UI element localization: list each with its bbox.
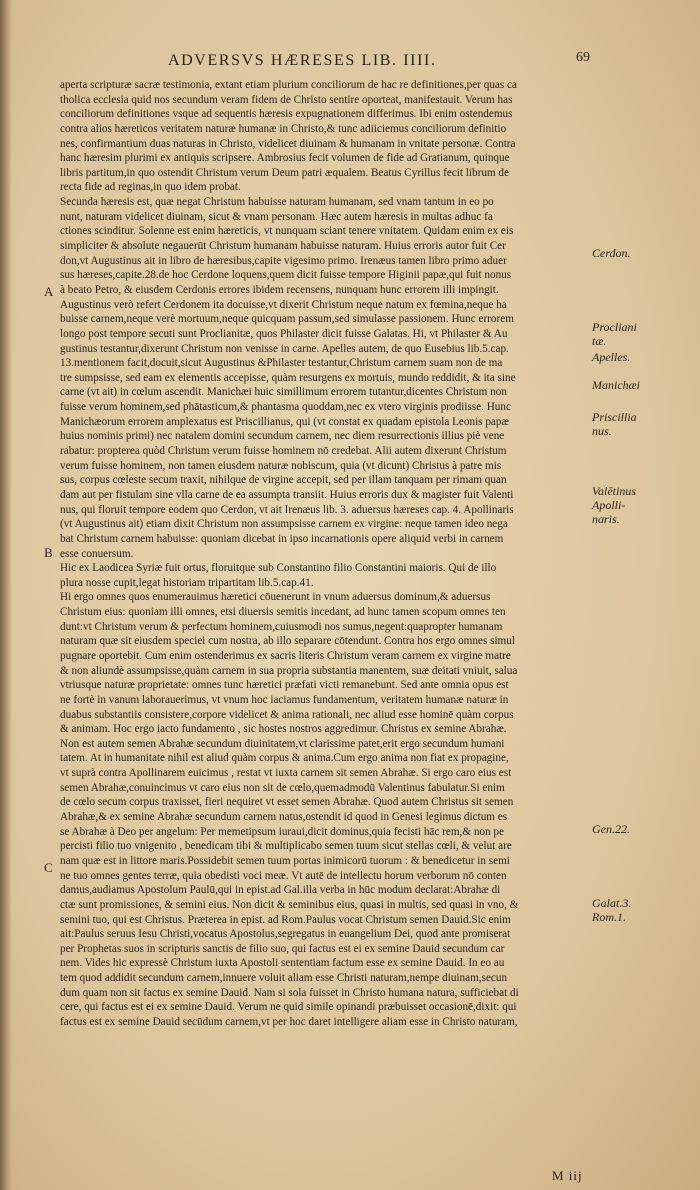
text-line: aperta scripturæ sacræ testimonia, extant etiam plurium conciliorum de hac re definitiones,per quas ca xyxy=(60,79,517,91)
text-line: & non aliundè assumpsisse,quàm carnem in sua propria substantia manentem, suæ deitati vniuit, salua xyxy=(60,664,518,677)
margin-note-priscillianus-cont: nus. xyxy=(592,424,612,438)
margin-note-gen-22: Gen.22. xyxy=(592,822,630,836)
text-line: conciliorum definitiones vsque ad sequentis hæresis expugnationem differimus. Ibi enim ostendemus xyxy=(60,108,513,121)
text-line: dunt:vt Christum verum & perfectum hominem,cuiusmodi nos sumus,negent:quapropter humanam xyxy=(60,620,503,633)
text-line: Hi ergo omnes quos enumerauimus hæretici cōuenerunt in vnum aduersus dominum,& aduersus xyxy=(60,591,491,604)
margin-note-priscillianus: Priscillia xyxy=(592,410,637,424)
text-line: Hic ex Laodicea Syriæ fuit ortus, floruitque sub Constantino filio Constantini maioris. Qui de illo xyxy=(60,562,497,575)
text-line: hanc hæresim plurimi ex antiquis scripsere. Ambrosius fecit volumen de fide ad Gratianum, quinque xyxy=(60,152,510,165)
margin-note-apollinaris: Apolli- xyxy=(592,498,626,512)
text-line: (vt Augustinus ait) etiam dixit Christum non assumpsisse carnem ex virgine: neque tamen ideo nega xyxy=(60,518,508,531)
text-line: ne fortè in vanum laborauerimus, vt vnum hoc iaciamus fundamentum, veritatem humanæ naturæ in xyxy=(60,693,509,706)
margin-note-apelles: Apelles. xyxy=(592,350,631,364)
margin-note-rom-1: Rom.1. xyxy=(592,910,626,924)
text-line: à beato Petro, & eiusdem Cerdonis errores ibidem recensens, nunquam hunc errorem illi impingit. xyxy=(60,283,499,296)
text-line: recta fide ad reginas,in quo idem probat. xyxy=(60,181,241,194)
section-letter-a: A xyxy=(44,284,54,299)
text-line: Non est autem semen Abrahæ secundum diuinitatem,vt clarissime patet,erit ergo secundum humani xyxy=(60,737,505,750)
text-line: damus,audiamus Apostolum Paulū,qui in epist.ad Gal.illa verba in hūc modum declarat:Abrahæ di xyxy=(60,884,501,897)
margin-note-galat-3: Galat.3. xyxy=(592,896,632,910)
text-line: nus, qui floruit tempore eodem quo Cerdon, vt ait Irenæus lib. 3. aduersus hæreses cap. 4. Apollinaris xyxy=(60,503,514,516)
text-line: nes, confirmantium duas naturas in Christo, videlicet diuinam & humanam in vnitate personæ. Contra xyxy=(60,137,516,150)
text-line: Augustinus verò refert Cerdonem ita docuisse,vt dixerit Christum neque natum ex fœmina,neque ha xyxy=(60,298,507,311)
text-line: contra alios hæreticos veritatem naturæ humanæ in Christo,& tunc adiiciemus conciliorum definitio xyxy=(60,122,507,135)
margin-note-apollinaris-cont: naris. xyxy=(592,512,620,526)
margin-note-valentinus: Valētinus xyxy=(592,484,636,498)
text-line: se Abrahæ à Deo per angelum: Per memetipsum iuraui,dicit dominus,quia fecisti hāc rem,& non pe xyxy=(60,825,504,838)
text-line: nam quæ est in littore maris.Possidebit semen tuum portas inimicorū tuorum : & benedicetur in semi xyxy=(60,854,510,867)
text-line: verum fuisse hominem, non tamen eiusdem naturæ nobiscum, quia (vt dicunt) Christus à patre mis xyxy=(60,459,502,472)
signature-mark: M iij xyxy=(552,1168,583,1183)
text-line: Manichæorum errorem amplexatus est Priscillianus, qui (vt constat ex quadam epistola Leonis papæ xyxy=(60,415,509,428)
text-line: nunt, naturam videlicet diuinam, sicut & vnam personam. Hæc autem hæresis in multas adhuc fa xyxy=(60,210,493,223)
text-line: 13.mentionem facit,docuit,sicut Augustinus &Philaster testantur,Christum carnem suam non de ma xyxy=(60,357,503,370)
margin-note-cerdon: Cerdon. xyxy=(592,246,631,260)
text-line: rabatur: propterea quòd Christum verum fuisse hominem nō credebat. Alii autem dixerunt Christum xyxy=(60,445,507,458)
text-line: semen Abrahæ,conuincimus vt caro eius non sit de cœlo,quemadmodū Valentinus fabulatur.Si enim xyxy=(60,781,505,794)
text-line: carne (vt ait) in cœlum ascendit. Manichæi huic simillimum errorem tutantur,dicentes Christum non xyxy=(60,386,507,399)
text-line: de cœlo secum corpus traxisset, fieri nequiret vt esset semen Abrahæ. Quod autem Christus sit semen xyxy=(60,796,514,809)
text-line: tem quod addidit secundum carnem,innuere voluit aliam esse Christi naturam,nempe diuinam,secun xyxy=(60,972,508,985)
text-line: bat Christum carnem habuisse: quoniam dicebat in ipso incarnationis opere aliquid verbi in carnem xyxy=(60,532,504,545)
margin-note-procliani-cont: tæ. xyxy=(592,334,607,348)
text-line: pugnare oportebit. Cum enim ostenderimus ex sacris literis Christum veram carnem ex virgine matre xyxy=(60,649,511,662)
text-line: duabus substantiis consistere,corpore videlicet & anima rationali, nec aliud esse hominē quàm corpus xyxy=(60,708,514,721)
page-gutter-shadow xyxy=(0,0,12,1190)
text-line: buisse carnem,neque verè mortuum,neque quicquam passum,sed simulasse passionem. Hunc errorem xyxy=(60,313,514,326)
text-line: naturam quæ sit eiusdem speciei cum nostra, ab illo separare cōtendunt. Contra hos ergo omnes simul xyxy=(60,635,515,648)
text-line: tholica ecclesia quid nos secundum veram fidem de Christo sentire oporteat, manifestauit. Verum has xyxy=(60,93,513,106)
section-letter-c: C xyxy=(44,860,53,875)
section-letter-b: B xyxy=(44,545,53,560)
text-line: Secunda hæresis est, quæ negat Christum habuisse naturam humanam, sed vnam tantum in eo po xyxy=(60,196,494,209)
folio-number: 69 xyxy=(576,50,590,65)
text-line: ne tuo omnes gentes terræ, quia obedisti voci meæ. Vt autē de intellectu horum verborum nō conten xyxy=(60,869,507,882)
text-line: ait:Paulus seruus Iesu Christi,vocatus Apostolus,segregatus in euangelium Dei, quod ante promiserat xyxy=(60,928,511,941)
text-line: don,vt Augustinus ait in libro de hæresibus,capite vigesimo primo. Irenæus tamen libro primo aduer xyxy=(60,254,507,267)
text-line: simpliciter & absolute negauerūt Christum humanam habuisse naturam. Huius erroris autor fuit Cer xyxy=(60,240,506,253)
text-line: libris partitum,in quo ostendit Christum verum Deum patri æqualem. Beatus Cyrillus fecit librum de xyxy=(60,166,509,179)
margin-note-procliani: Procliani xyxy=(592,320,637,334)
text-line: sus hæreses,capite.28.de hoc Cerdone loquens,quem dicit fuisse tempore Higinii papæ,qui fuit nonus xyxy=(60,269,512,282)
text-line: nem. Vides hic expressè Christum iuxta Apostoli sententiam factum esse ex semine Dauid. In eo au xyxy=(60,957,505,970)
text-line: esse conuersum. xyxy=(60,547,134,560)
text-line: ctiones scinditur. Solenne est enim hæreticis, vt nunquam sciant tenere vnitatem. Quidam enim ex eis xyxy=(60,225,514,238)
text-line: factus est ex semine Dauid secūdum carnem,vt per hoc daret intelligere aliam esse in Christo naturam, xyxy=(60,1016,518,1028)
text-line: percisti filio tuo vnigenito , benedicam tibi & multiplicabo semen tuum sicut stellas cœli, & velut are xyxy=(60,840,512,853)
text-line: & animam. Hoc ergo iacto fundamento , sic hostes nostros aggredimur. Christus ex semine Abrahæ. xyxy=(60,723,507,736)
text-line: Abrahæ,& ex semine Abrahæ secundum carnem natus,ostendit id quod in Genesi legimus dictum es xyxy=(60,811,508,824)
text-line: semini tuo, qui est Christus. Præterea in epist. ad Rom.Paulus vocat Christum semen Dauid.Sic enim xyxy=(60,913,511,926)
text-line: vt suprà contra Apollinarem euicimus , restat vt iuxta carnem sit semen Abrahæ. Si ergo caro eius est xyxy=(60,767,512,780)
margin-note-manichaei: Manichæi xyxy=(592,378,640,392)
text-line: Christum eius: quoniam illi omnes, etsi diuersis semitis incedant, ad hunc tamen scopum omnes ten xyxy=(60,606,506,619)
running-title: ADVERSVS HÆRESES LIB. IIII. xyxy=(168,52,437,69)
text-line: tre sumpsisse, sed eam ex elementis accepisse, quàm resurgens ex mortuis, mundo reddidit, & ita sine xyxy=(60,371,516,384)
text-line: fuisse verum hominem,sed phātasticum,& phantasma quoddam,nec ex vtero virginis prodiisse. Hunc xyxy=(60,401,511,414)
text-line: vtriusque naturæ proprietate: omnes tunc hæretici præfati victi remanebunt. Sed ante omnia opus est xyxy=(60,679,509,692)
text-line: sus, corpus cœleste secum traxit, nihilque de virgine accepit, sed per illam tanquam per rimam quan xyxy=(60,474,507,487)
text-line: dam aut per fistulam sine vlla carne de ea assumpta transiit. Huius erroris dux & magister fuit Valenti xyxy=(60,488,514,501)
text-line: plura nosse cupit,legat historiam tripartitam lib.5.cap.41. xyxy=(60,576,314,589)
text-line: tatem. At in humanitate nihil est aliud quàm corpus & anima.Cum ergo anima non fiat ex propagine, xyxy=(60,752,509,765)
text-line: gustinus testantur,dixerunt Christum non venisse in carne. Apelles autem, de quo Eusebius lib.5.cap. xyxy=(60,342,509,355)
main-text-block xyxy=(60,78,590,1030)
text-line: per Prophetas suos in scripturis sanctis de filio suo, qui factus est ei ex semine Dauid secundum car xyxy=(60,942,505,955)
text-line: cere, qui factus est ei ex semine Dauid. Verum ne quid simile opinandi præbuisset occasionē,dixit: qui xyxy=(60,1001,517,1014)
text-line: dum quam non sit factus ex semine Dauid. Nam si sola fuisset in Christo humana natura, sufficiebat di xyxy=(60,986,519,999)
text-line: huius nominis primi) nec natalem domini secundum carnem, nec diem resurrectionis illius piè vene xyxy=(60,430,505,443)
text-line: ctæ sunt promissiones, & semini eius. Non dicit & seminibus eius, quasi in multis, sed quasi in vno, & xyxy=(60,898,519,911)
text-line: longo post tempore secuti sunt Proclianitæ, quos Philaster dicit fuisse Galatas. Hi, vt Philaster & Au xyxy=(60,327,508,340)
